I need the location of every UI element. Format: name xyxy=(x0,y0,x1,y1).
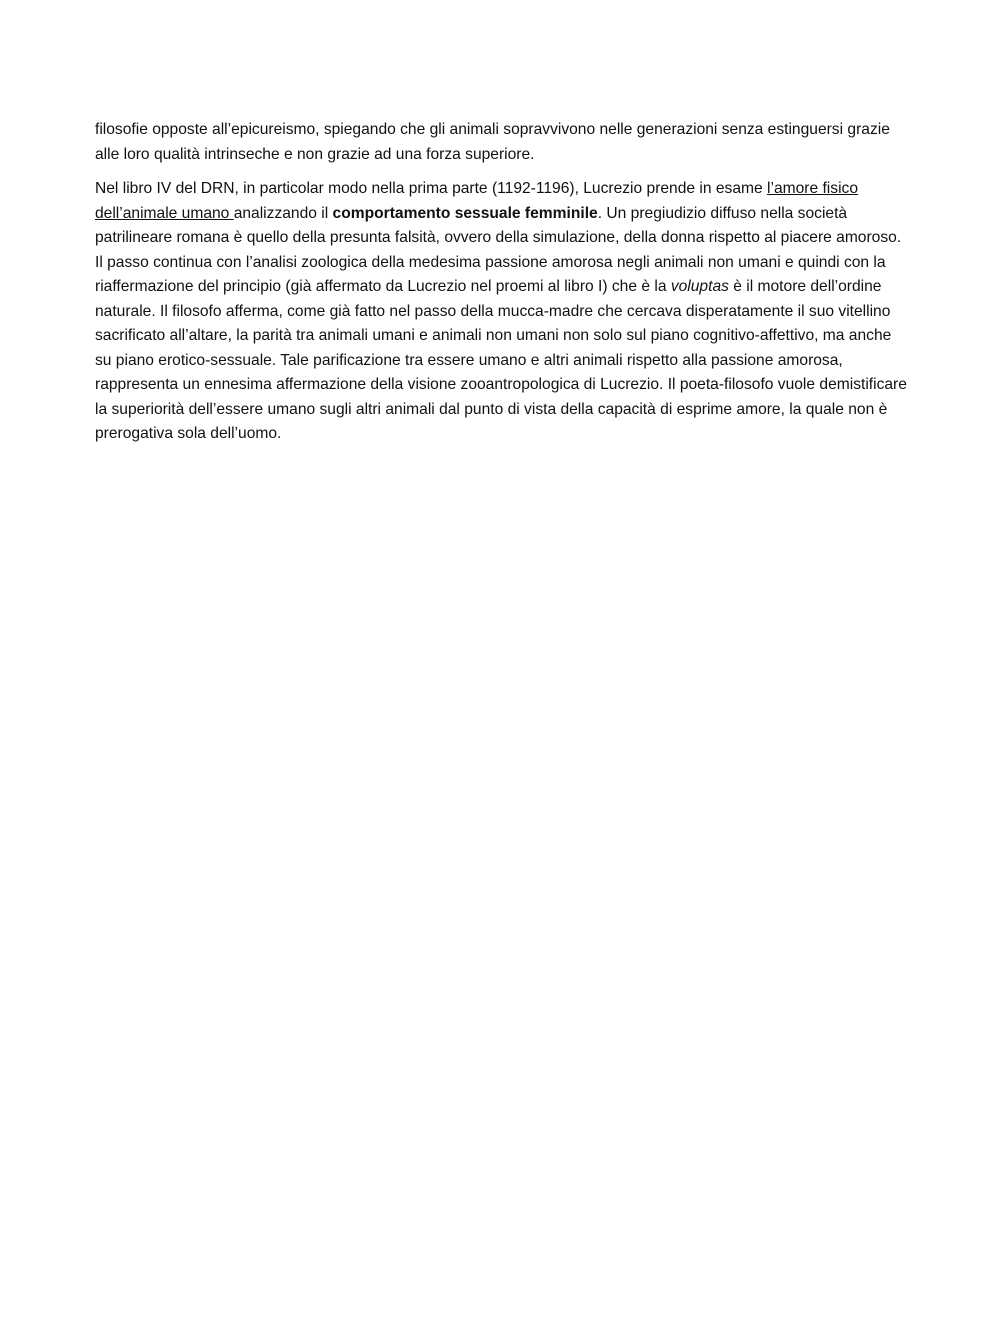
document-body xyxy=(95,118,910,457)
paragraph-2-text-2: analizzando il xyxy=(233,204,333,222)
paragraph-2-text-1: Nel libro IV del DRN, in particolar modo nella prima parte (1192-1196), Lucrezio prende in esame xyxy=(95,180,768,197)
paragraph-1: filosofie opposte all’epicureismo, spiegando che gli animali sopravvivono nelle generazioni senza estinguersi grazie alle loro qualità intrinseche e non grazie ad una forza superiore. xyxy=(95,121,890,163)
paragraph-2 xyxy=(95,177,910,447)
underlined-phrase: l’amore fisico dell’animale umano xyxy=(95,180,859,222)
paragraph-2-text-3: . Un pregiudizio diffuso nella società patrilineare romana è quello della presunta falsità, ovvero della simulazione, della donna rispetto al piacere amoroso. Il passo continua con l’analisi zoologica della medesima passione amorosa negli animali non umani e quindi con la riaffermazione del principio (già affermato da Lucrezio nel proemi al libro I) che è la xyxy=(95,204,902,295)
italic-word: voluptas xyxy=(670,278,729,295)
bold-phrase: comportamento sessuale femminile xyxy=(332,204,598,222)
paragraph-2-text-4: è il motore dell’ordine naturale. Il filosofo afferma, come già fatto nel passo della mucca-madre che cercava disperatamente il suo vitellino sacrificato all’altare, la parità tra animali umani e animali non umani non solo sul piano cognitivo-affettivo, ma anche su piano erotico-sessuale. Tale parificazione tra essere umano e altri animali rispetto alla passione amorosa, rappresenta un ennesima affermazione della visione zooantropologica di Lucrezio. Il poeta-filosofo vuole demistificare la superiorità dell’essere umano sugli altri animali dal punto di vista della capacità di esprime amore, la quale non è prerogativa sola dell’uomo. xyxy=(95,278,907,442)
